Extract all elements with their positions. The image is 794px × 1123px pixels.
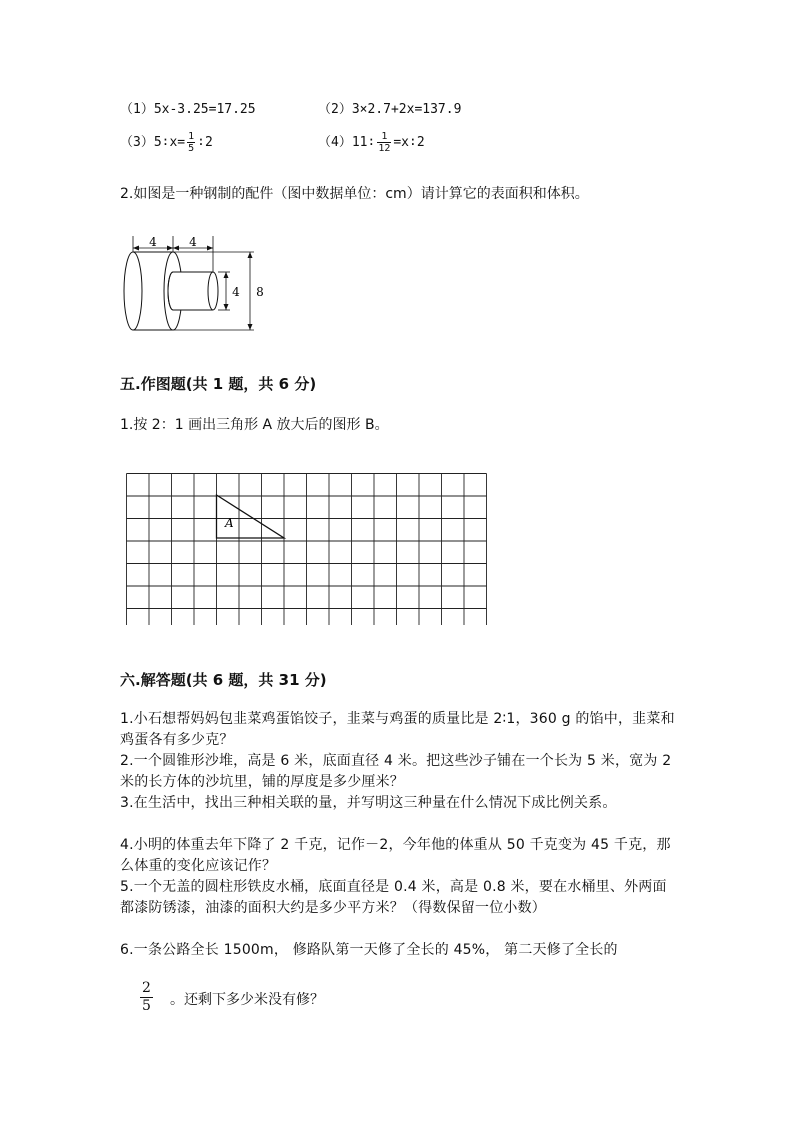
fraction-numerator: 2 [142, 980, 151, 996]
equation-4-suffix: =x∶2 [393, 135, 425, 150]
fraction-denominator: 5 [142, 998, 151, 1014]
equation-3-suffix: ∶2 [197, 135, 213, 150]
answer-question-2: 2.一个圆锥形沙堆，高是 6 米，底面直径 4 米。把这些沙子铺在一个长为 5 米，宽为 2 米的长方体的沙坑里，铺的厚度是多少厘米？ [120, 753, 672, 790]
fraction-denominator: 12 [378, 143, 391, 154]
answer-question-6: 6.一条公路全长 1500m， 修路队第一天修了全长的 45%， 第二天修了全长的 [120, 942, 618, 958]
equation-3-fraction [187, 131, 195, 154]
section-5-question-1: 1.按 2：1 画出三角形 A 放大后的图形 B。 [120, 417, 389, 433]
dim-right-label: 4 [189, 235, 197, 249]
equation-1: （1）5x-3.25=17.25 [120, 102, 256, 117]
answer-question-3: 3.在生活中，找出三种相关联的量，并写明这三种量在什么情况下成比例关系。 [120, 795, 617, 811]
grid-lines [127, 474, 487, 626]
fraction-denominator: 5 [188, 143, 195, 154]
equation-3-prefix: （3）5∶x= [120, 135, 186, 150]
question-6-fraction [140, 980, 153, 1015]
equation-2: （2）3×2.7+2x=137.9 [318, 102, 462, 117]
equation-3 [120, 131, 213, 154]
dim-outer-label: 8 [256, 285, 264, 299]
equation-4-prefix: （4）11∶ [318, 135, 376, 150]
fraction-numerator: 1 [377, 131, 391, 143]
question-6-tail: 。还剩下多少米没有修？ [170, 992, 324, 1008]
steel-part-figure [118, 232, 278, 342]
equation-4 [318, 131, 425, 154]
answer-question-4: 4.小明的体重去年下降了 2 千克，记作－2，今年他的体重从 50 千克变为 45 千克，那么体重的变化应该记作？ [120, 837, 671, 874]
dim-left-label: 4 [149, 235, 157, 249]
fraction-numerator: 1 [188, 131, 195, 142]
section-5-heading: 五.作图题(共 1 题，共 6 分) [120, 375, 317, 393]
triangle-label: A [225, 516, 234, 530]
equation-4-fraction [377, 131, 391, 154]
dim-inner-label: 4 [232, 285, 240, 299]
question-2-text: 2.如图是一种钢制的配件（图中数据单位：cm）请计算它的表面积和体积。 [120, 186, 589, 202]
section-6-heading: 六.解答题(共 6 题，共 31 分) [120, 671, 327, 689]
answer-question-1: 1.小石想帮妈妈包韭菜鸡蛋馅饺子，韭菜与鸡蛋的质量比是 2∶1，360 g 的馅中，韭菜和鸡蛋各有多少克？ [120, 711, 675, 748]
answer-question-5: 5.一个无盖的圆柱形铁皮水桶，底面直径是 0.4 米，高是 0.8 米，要在水桶里、外两面都漆防锈漆，油漆的面积大约是多少平方米？（得数保留一位小数） [120, 879, 667, 916]
drawing-grid[interactable] [125, 472, 489, 625]
